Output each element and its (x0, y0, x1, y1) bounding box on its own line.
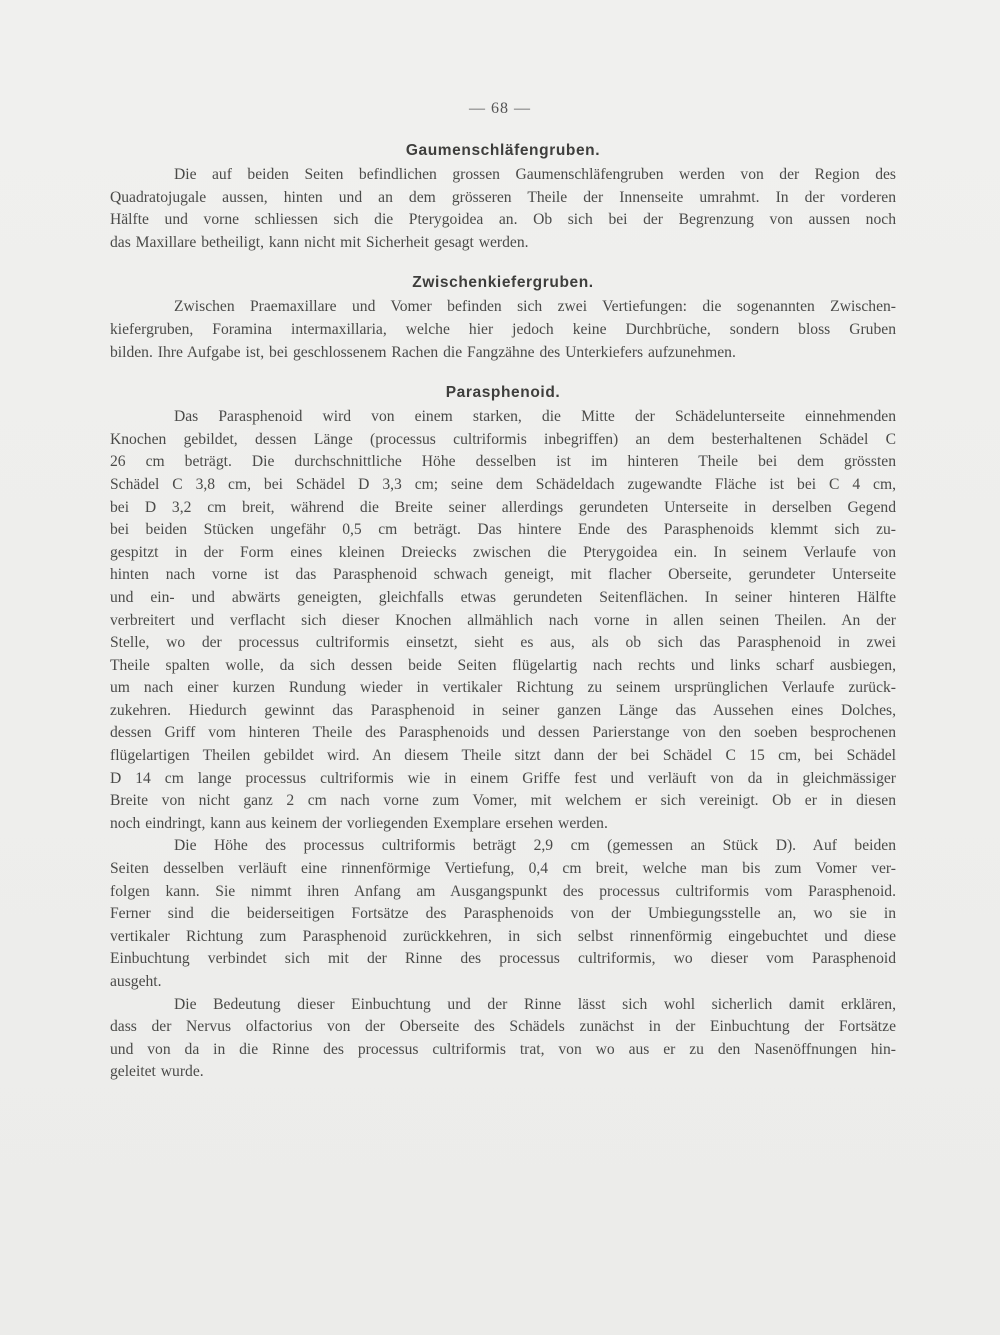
text-line: und von da in die Rinne des processus cultriformis trat, von wo aus er zu den Nasenöffnungen hin- (110, 1040, 896, 1058)
text-line: Schädel C 3,8 cm, bei Schädel D 3,3 cm; seine dem Schädeldach zugewandte Fläche ist bei C 4 cm, (110, 475, 896, 493)
text-line: kiefergruben, Foramina intermaxillaria, welche hier jedoch keine Durchbrüche, sondern bloss Gruben (110, 320, 896, 338)
section (110, 380, 896, 1084)
text-line: folgen kann. Sie nimmt ihren Anfang am Ausgangspunkt des processus cultriformis vom Parasphenoid. (110, 882, 896, 900)
section-heading: Gaumenschläfengruben. (405, 142, 601, 159)
text-line: Zwischen Praemaxillare und Vomer befinden sich zwei Vertiefungen: die sogenannten Zwischen- (174, 298, 896, 316)
text-line: zukehren. Hiedurch gewinnt das Parasphenoid in seiner ganzen Länge das Aussehen eines Dolches, (110, 701, 896, 719)
text-line: bilden. Ihre Aufgabe ist, bei geschlossenem Rachen die Fangzähne des Unterkiefers aufzunehmen. (110, 343, 736, 361)
text-line: Das Parasphenoid wird von einem starken, die Mitte der Schädelunterseite einnehmenden (174, 408, 896, 426)
text-line: bei D 3,2 cm breit, während die Breite seiner allerdings gerundeten Unterseite in derselben Gegend (110, 498, 896, 516)
text-line: Die Bedeutung dieser Einbuchtung und der Rinne lässt sich wohl sicherlich damit erklären, (174, 995, 896, 1013)
text-line: noch eindringt, kann aus keinem der vorliegenden Exemplare ersehen werden. (110, 814, 608, 832)
text-line: Knochen gebildet, dessen Länge (processus cultriformis inbegriffen) an dem besterhaltenen Schädel C (110, 430, 896, 448)
text-line: Quadratojugale aussen, hinten und an dem grösseren Theile der Innenseite umrahmt. In der vorderen (110, 188, 896, 206)
text-line: das Maxillare betheiligt, kann nicht mit Sicherheit gesagt werden. (110, 233, 529, 251)
text-line: Seiten desselben verläuft eine rinnenförmige Vertiefung, 0,4 cm breit, welche man bis zum Vomer ver- (110, 860, 896, 878)
text-line: gespitzt in der Form eines kleinen Dreiecks zwischen die Pterygoidea ein. In seinem Verlaufe von (110, 543, 896, 561)
text-line: dessen Griff vom hinteren Theile des Parasphenoids und dessen Parierstange von den soeben besprochenen (110, 724, 896, 742)
text-line: 26 cm beträgt. Die durchschnittliche Höhe desselben ist im hinteren Theile bei dem grössten (110, 453, 896, 471)
text-line: und ein- und abwärts geneigten, gleichfalls etwas gerundeten Seitenflächen. In seiner hinteren Hälfte (110, 588, 896, 606)
text-line: Breite von nicht ganz 2 cm nach vorne zum Vomer, mit welchem er sich vereinigt. Ob er in diesen (110, 792, 896, 810)
text-line: Ferner sind die beiderseitigen Fortsätze des Parasphenoids von der Umbiegungsstelle an, wo sie in (110, 905, 896, 923)
section (110, 270, 896, 364)
text-line: bei beiden Stücken ungefähr 0,5 cm beträgt. Das hintere Ende des Parasphenoids klemmt sich zu- (110, 521, 896, 539)
text-line: hinten nach vorne ist das Parasphenoid schwach geneigt, mit flacher Oberseite, gerundeter Unterseite (110, 566, 896, 584)
text-line: ausgeht. (110, 973, 162, 990)
text-line: geleitet wurde. (110, 1063, 204, 1081)
text-line: Einbuchtung verbindet sich mit der Rinne des processus cultriformis, wo dieser vom Parasphenoid (110, 950, 896, 968)
text-line: dass der Nervus olfactorius von der Oberseite des Schädels zunächst in der Einbuchtung der Fortsätze (110, 1018, 896, 1036)
section-heading: Zwischenkiefergruben. (412, 274, 594, 292)
text-line: flügelartigen Theilen gebildet wird. An diesem Theile sitzt dann der bei Schädel C 15 cm, bei Schädel (110, 747, 896, 765)
document-body (110, 138, 896, 1100)
text-line: D 14 cm lange processus cultriformis wie in einem Griffe fest und verläuft von da in gleichmässiger (110, 769, 896, 787)
text-line: Hälfte und vorne schliessen sich die Pterygoidea an. Ob sich bei der Begrenzung von aussen noch (110, 211, 896, 229)
page-number: — 68 — (469, 100, 531, 117)
text-line: vertikaler Richtung zum Parasphenoid zurückkehren, in sich selbst rinnenförmig eingebuchtet und diese (110, 927, 896, 945)
text-line: Die Höhe des processus cultriformis beträgt 2,9 cm (gemessen an Stück D). Auf beiden (174, 837, 896, 855)
section-heading: Parasphenoid. (445, 384, 561, 402)
text-line: Theile spalten wolle, da sich dessen beide Seiten flügelartig nach rechts und links scharf ausbiegen, (110, 656, 896, 674)
section (110, 138, 896, 254)
text-line: verbreitert und verflacht sich dieser Knochen allmählich nach vorne in allen seinen Theilen. An der (110, 611, 896, 629)
text-line: Stelle, wo der processus cultriformis einsetzt, sieht es aus, als ob sich das Parasphenoid in zwei (110, 634, 896, 652)
text-line: Die auf beiden Seiten befindlichen grossen Gaumenschläfengruben werden von der Region des (174, 166, 896, 183)
text-line: um nach einer kurzen Rundung wieder in vertikaler Richtung zu seinem ursprünglichen Verlaufe zurück- (110, 679, 896, 697)
